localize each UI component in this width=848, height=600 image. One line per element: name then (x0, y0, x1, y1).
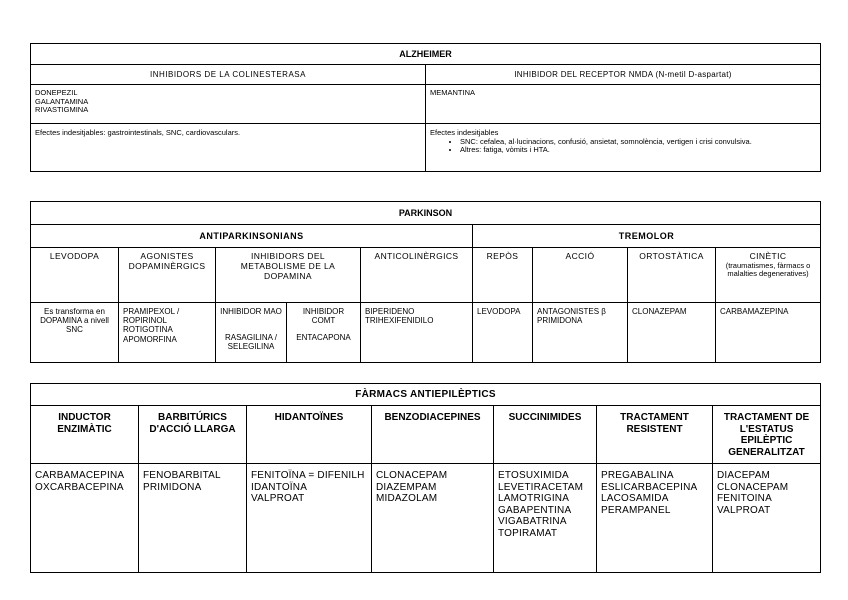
estatus-epileptic-cell (713, 464, 821, 573)
antiepileptics-title: FÀRMACS ANTIEPILÈPTICS (31, 384, 821, 406)
levodopa-header: LEVODOPA (31, 248, 119, 303)
drug-item: CLONACEPAM (376, 470, 448, 481)
parkinson-table (30, 201, 821, 363)
drug-item: VIGABATRINA (498, 516, 567, 527)
cinetic-label: CINÈTIC (749, 251, 787, 261)
drug-item: MIDAZOLAM (376, 493, 438, 504)
tractament-resistent-header: TRACTAMENT RESISTENT (597, 406, 713, 464)
drug-item: BIPERIDENO (365, 307, 415, 316)
drug-item: CLONACEPAM (717, 481, 789, 493)
repos-cell: LEVODOPA (473, 303, 533, 363)
drug-item: OXCARBACEPINA (35, 481, 124, 493)
drug-item: ANTAGONISTES β (537, 307, 606, 316)
drug-item: GABAPENTINA (498, 504, 572, 516)
comt-cell (287, 303, 361, 363)
drug-item: CARBAMACEPINA (35, 470, 125, 481)
drug-item: PERAMPANEL (601, 504, 671, 516)
comt-drug: ENTACAPONA (296, 333, 351, 342)
drug-item: TRIHEXIFENIDILO (365, 316, 434, 326)
comt-label: INHIBIDOR COMT (302, 307, 345, 326)
drug-item: LACOSAMIDA (601, 493, 669, 504)
drug-item: RIVASTIGMINA (35, 105, 89, 115)
mao-label: INHIBIDOR MAO (220, 307, 282, 316)
anticolinergics-cell (361, 303, 473, 363)
cinetic-note: (traumatismes, fàrmacs o malalties degeneratives) (725, 260, 811, 279)
cinetic-cell: CARBAMAZEPINA (716, 303, 821, 363)
tractament-resistent-cell (597, 464, 713, 573)
drug-item: PRIMIDONA (143, 481, 202, 493)
succinimides-header: SUCCINIMIDES (494, 406, 597, 464)
hidantoines-cell (247, 464, 372, 573)
anticolinergics-header: ANTICOLINÈRGICS (361, 248, 473, 303)
antiepileptics-table (30, 383, 821, 573)
drug-item: GALANTAMINA (35, 96, 89, 106)
hidantoines-header: HIDANTOÏNES (247, 406, 372, 464)
inductor-cell (31, 464, 139, 573)
cholinesterase-effects-cell: Efectes indesitjables: gastrointestinals, SNC, cardiovasculars. (31, 124, 426, 172)
drug-item: ROPIRINOL (123, 316, 168, 326)
drug-item: MEMANTINA (430, 88, 475, 97)
effects-list (430, 138, 816, 155)
accio-cell (533, 303, 628, 363)
mao-cell (216, 303, 287, 363)
cholinesterase-drugs-cell (31, 85, 426, 124)
drug-item: APOMORFINA (123, 334, 177, 344)
nmda-effects-cell (426, 124, 821, 172)
drug-item: LEVETIRACETAM (498, 481, 584, 493)
drug-item: DONEPEZIL (35, 88, 78, 97)
benzodiacepines-header: BENZODIACEPINES (372, 406, 494, 464)
inhibidors-metabolisme-header: INHIBIDORS DEL METABOLISME DE LA DOPAMINA (216, 248, 361, 303)
drug-item: FENOBARBITAL (143, 470, 221, 481)
drug-item: TOPIRAMAT (498, 527, 558, 539)
succinimides-cell (494, 464, 597, 573)
barbiturics-cell (139, 464, 247, 573)
repos-header: REPÒS (473, 248, 533, 303)
ortostatica-cell: CLONAZEPAM (628, 303, 716, 363)
agonistes-cell (119, 303, 216, 363)
drug-item: ROTIGOTINA (123, 325, 173, 335)
inductor-header: INDUCTOR ENZIMÀTIC (31, 406, 139, 464)
estatus-epileptic-header: TRACTAMENT DE L'ESTATUS EPILÈPTIC GENERALITZAT (713, 406, 821, 464)
drug-item: LAMOTRIGINA (498, 493, 570, 504)
agonistes-header: AGONISTES DOPAMINÈRGICS (119, 248, 216, 303)
effects-title: Efectes indesitjables (430, 128, 499, 137)
effects-item: • Altres: fatiga, vòmits i HTA. (460, 146, 816, 155)
alzheimer-title: ALZHEIMER (31, 44, 821, 65)
drug-item: ESLICARBACEPINA (601, 481, 698, 493)
drug-item: FENITOÏNA = DIFENILHIDANTOÏNA (251, 470, 365, 493)
cinetic-header (716, 248, 821, 303)
effects-item: • SNC: cefalea, al·lucinacions, confusió, ansietat, somnolència, vertigen i crisi convulsiva. (460, 138, 816, 147)
cholinesterase-inhibitors-header: INHIBIDORS DE LA COLINESTERASA (31, 65, 426, 85)
mao-drug: RASAGILINA / SELEGILINA (224, 333, 278, 352)
nmda-drugs-cell (426, 85, 821, 124)
parkinson-title: PARKINSON (31, 202, 821, 225)
nmda-inhibitor-header: INHIBIDOR DEL RECEPTOR NMDA (N-metil D-aspartat) (426, 65, 821, 85)
barbiturics-header: BARBITÚRICS D'ACCIÓ LLARGA (139, 406, 247, 464)
antiparkinsonians-header: ANTIPARKINSONIANS (31, 225, 473, 248)
drug-item: VALPROAT (251, 493, 305, 504)
drug-item: DIACEPAM (717, 470, 771, 481)
drug-item: PREGABALINA (601, 470, 674, 481)
drug-item: PRAMIPEXOL / (123, 307, 180, 316)
alzheimer-table (30, 43, 821, 172)
drug-item: VALPROAT (717, 504, 771, 516)
accio-header: ACCIÓ (533, 248, 628, 303)
benzodiacepines-cell (372, 464, 494, 573)
levodopa-cell: Es transforma en DOPAMINA a nivell SNC (31, 303, 119, 363)
drug-item: ETOSUXIMIDA (498, 470, 569, 481)
ortostatica-header: ORTOSTÀTICA (628, 248, 716, 303)
drug-item: DIAZEMPAM (376, 481, 437, 493)
drug-item: PRIMIDONA (537, 316, 583, 326)
tremolor-header: TREMOLOR (473, 225, 821, 248)
drug-item: FENITOINA (717, 493, 772, 504)
